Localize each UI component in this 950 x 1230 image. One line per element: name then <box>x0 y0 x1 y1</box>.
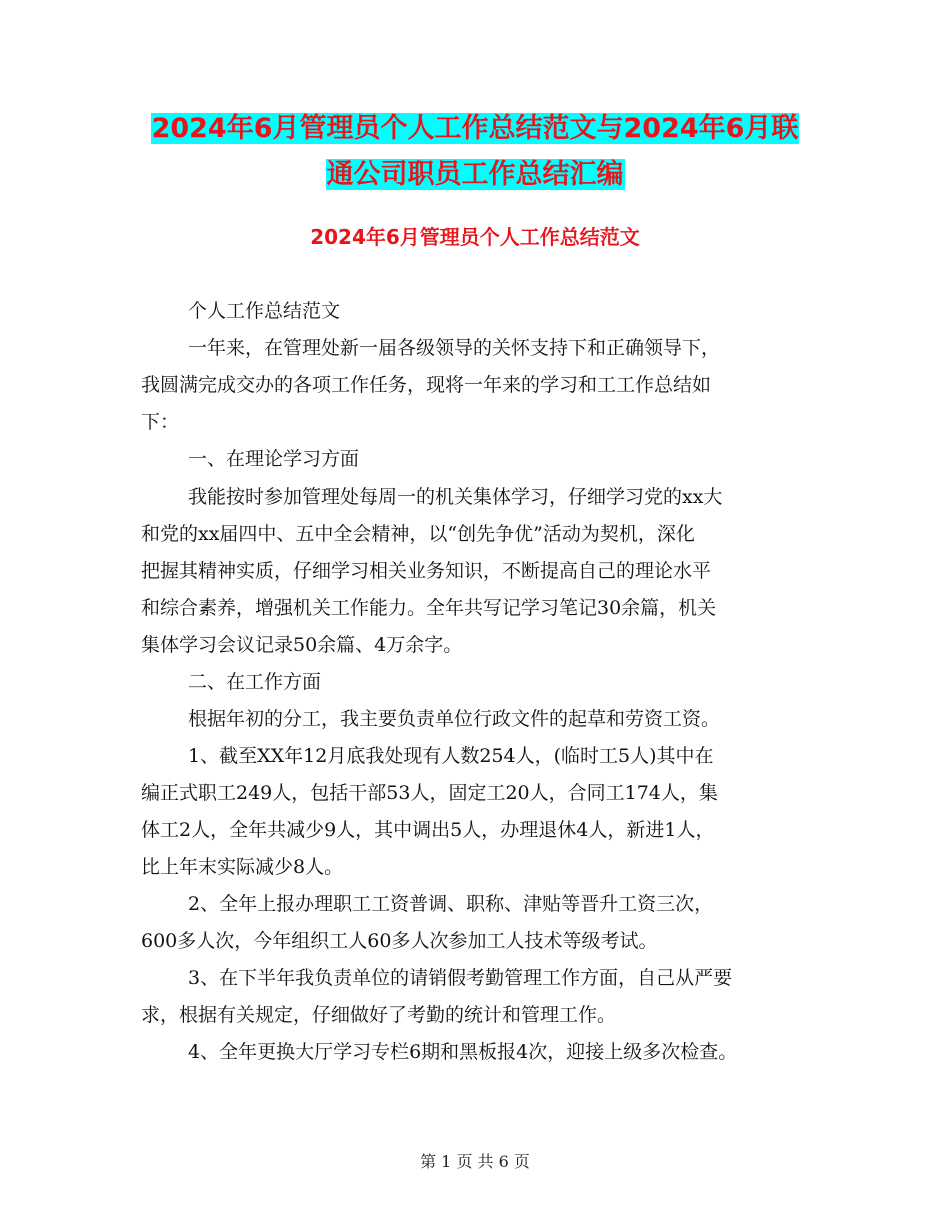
body-line: 一年来，在管理处新一届各级领导的关怀支持下和正确领导下， <box>188 337 721 359</box>
document-title-line-1 <box>0 109 950 149</box>
body-line: 一、在理论学习方面 <box>188 448 360 470</box>
body-line: 2、全年上报办理职工工资普调、职称、津贴等晋升工资三次， <box>188 893 714 915</box>
body-line: 3、在下半年我负责单位的请销假考勤管理工作方面，自己从严要 <box>188 967 733 989</box>
body-line: 二、在工作方面 <box>188 671 322 693</box>
body-line: 和综合素养，增强机关工作能力。全年共写记学习笔记30余篇，机关 <box>141 597 717 619</box>
body-line: 个人工作总结范文 <box>188 300 341 322</box>
document-title-line-2 <box>0 155 950 195</box>
body-line: 下： <box>141 411 180 433</box>
body-line: 和党的xx届四中、五中全会精神，以“创先争优”活动为契机，深化 <box>141 523 695 545</box>
body-line: 我能按时参加管理处每周一的机关集体学习，仔细学习党的xx大 <box>188 486 723 508</box>
title-highlight-1: 2024年6月管理员个人工作总结范文与2024年6月联 <box>151 113 799 144</box>
body-line: 编正式职工249人，包括干部53人，固定工20人，合同工174人，集 <box>141 782 718 804</box>
body-line: 根据年初的分工，我主要负责单位行政文件的起草和劳资工资。 <box>188 708 721 730</box>
page-footer: 第 1 页 共 6 页 <box>420 1152 530 1171</box>
body-line: 求，根据有关规定，仔细做好了考勤的统计和管理工作。 <box>141 1004 617 1026</box>
section-title: 2024年6月管理员个人工作总结范文 <box>310 225 640 249</box>
body-line: 1、截至XX年12月底我处现有人数254人，(临时工5人)其中在 <box>188 745 714 767</box>
body-line: 600多人次，今年组织工人60多人次参加工人技术等级考试。 <box>141 930 658 952</box>
body-line: 我圆满完成交办的各项工作任务，现将一年来的学习和工工作总结如 <box>141 374 712 396</box>
body-line: 把握其精神实质，仔细学习相关业务知识，不断提高自己的理论水平 <box>141 560 712 582</box>
body-line: 比上年末实际减少8人。 <box>141 856 344 878</box>
body-line: 体工2人，全年共减少9人，其中调出5人，办理退休4人，新进1人， <box>141 819 715 841</box>
body-line: 集体学习会议记录50余篇、4万余字。 <box>141 634 463 656</box>
body-line: 4、全年更换大厅学习专栏6期和黑板报4次，迎接上级多次检查。 <box>188 1041 738 1063</box>
title-highlight-2: 通公司职员工作总结汇编 <box>326 159 624 190</box>
